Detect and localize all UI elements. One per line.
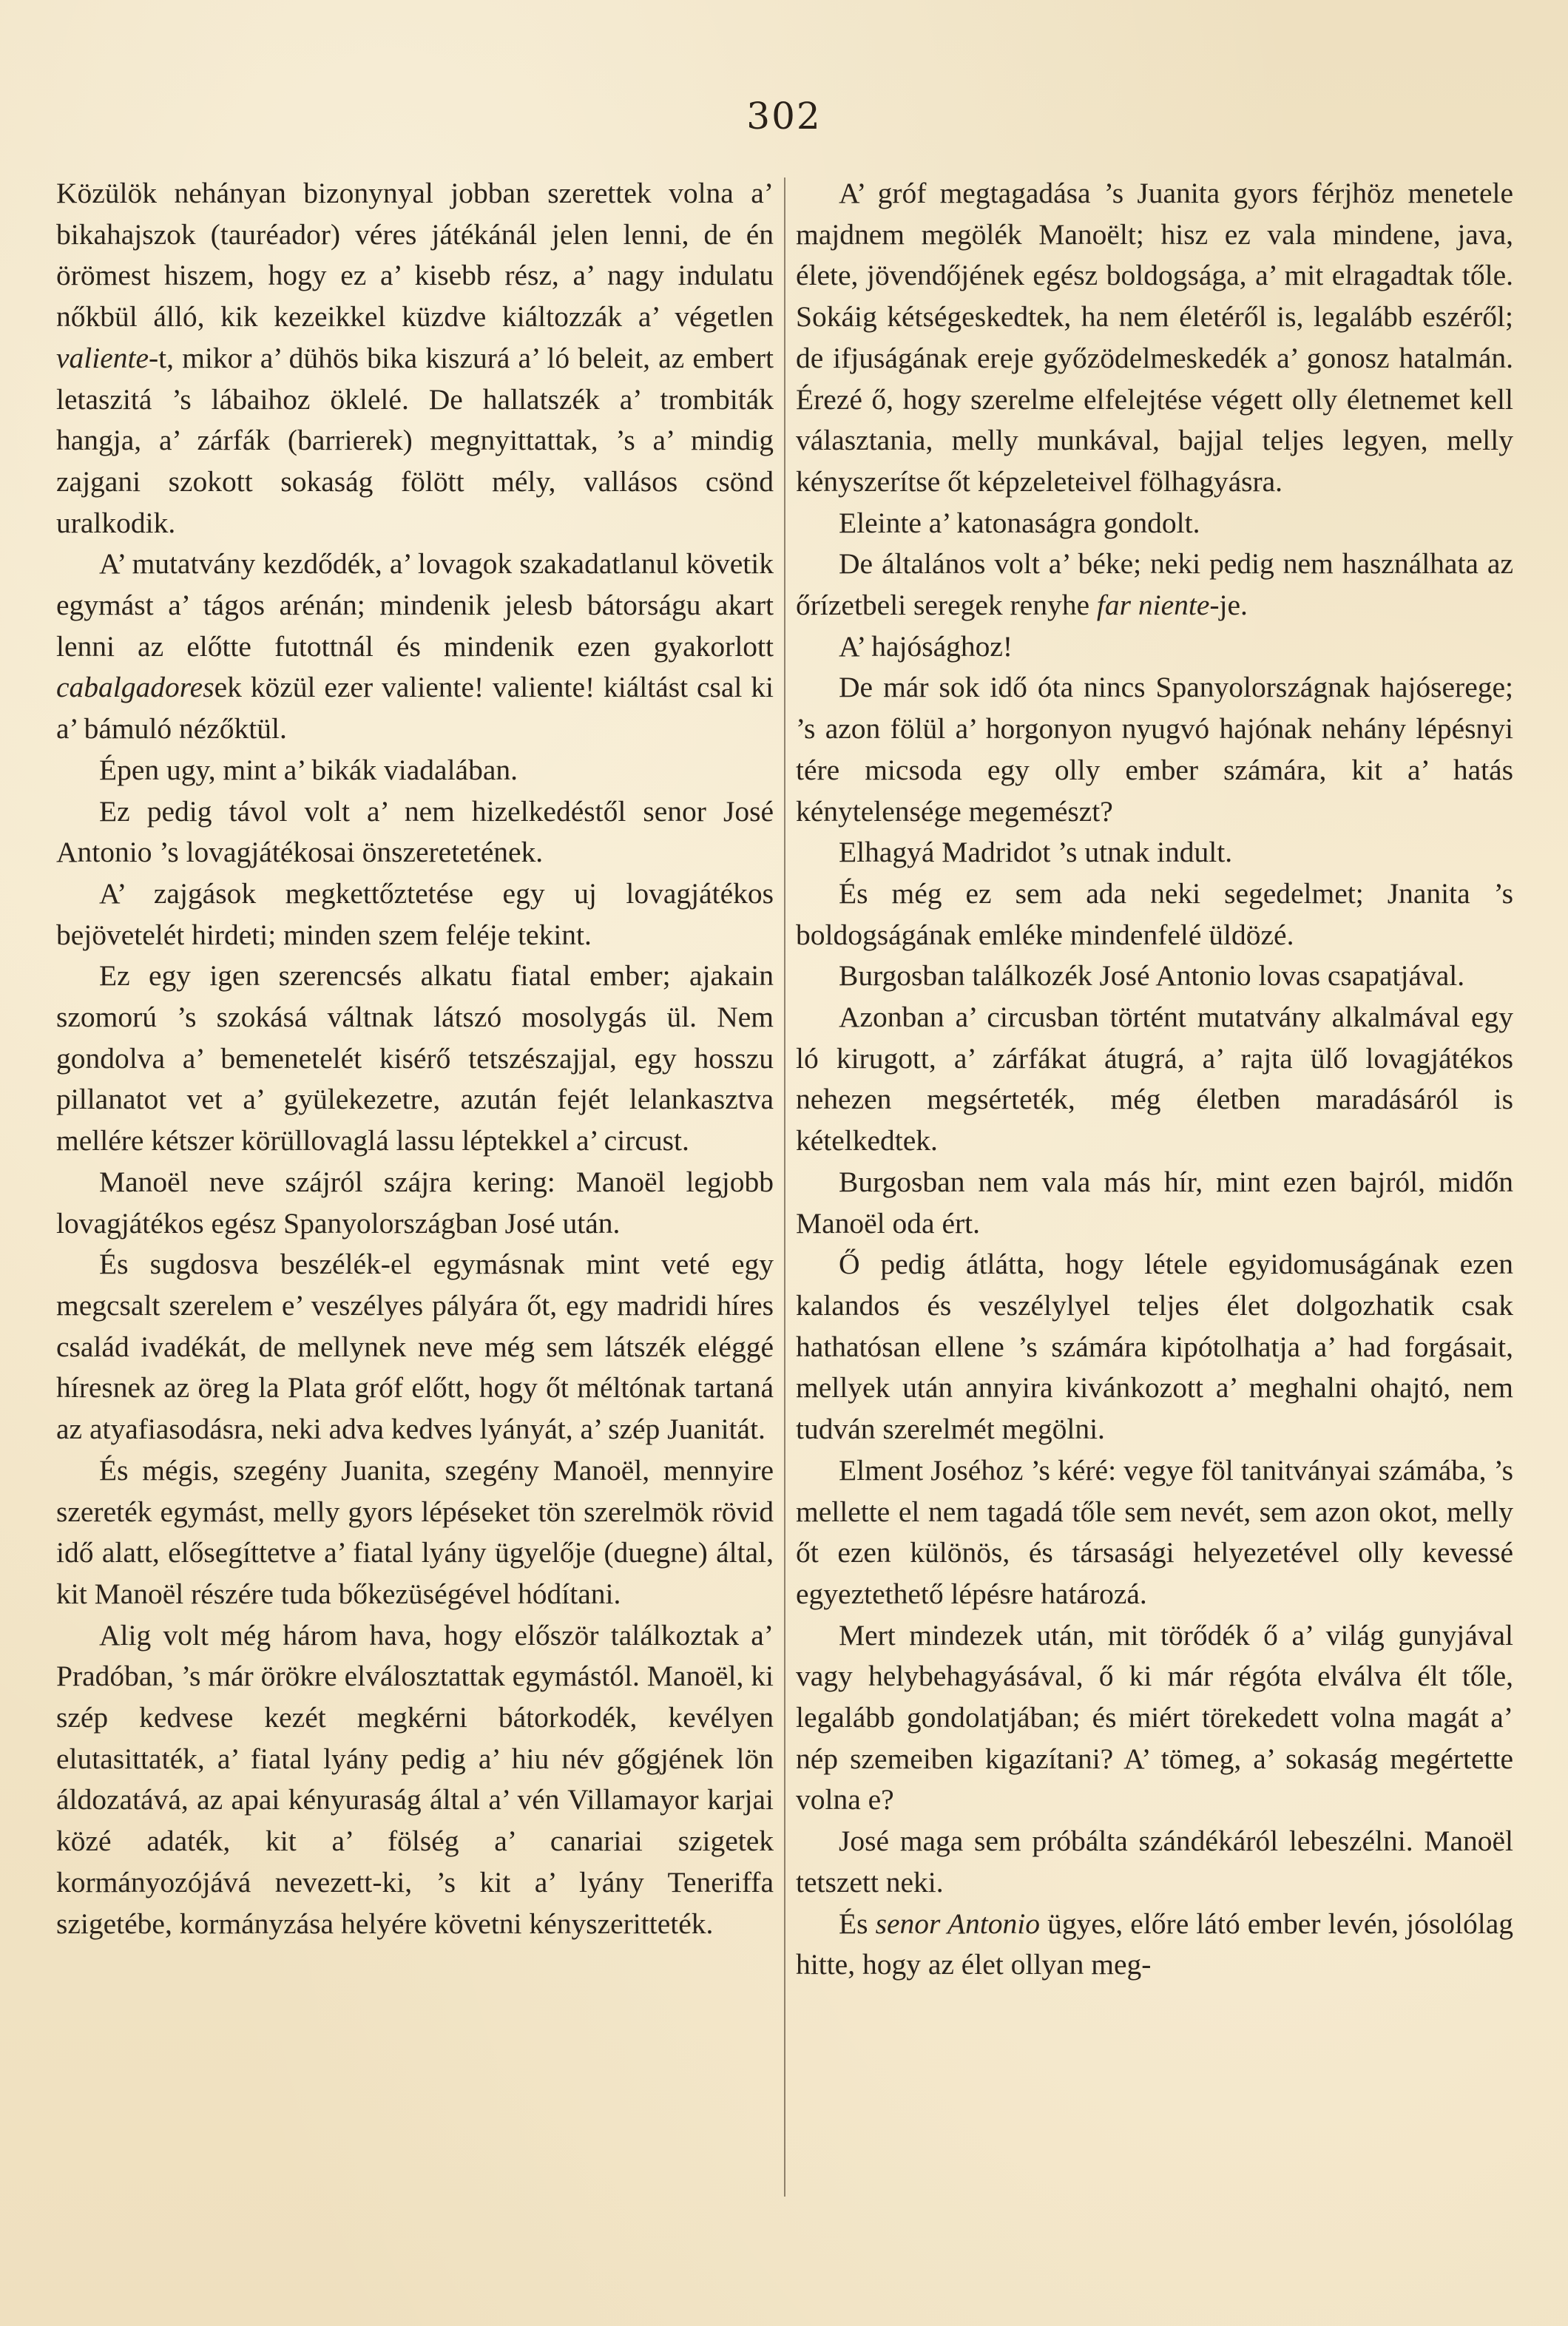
text-run: Elhagyá Madridot ’s utnak indult.	[839, 836, 1233, 869]
text-run: A’ gróf megtagadása ’s Juanita gyors férjhöz menetele majdnem megölék Manoëlt; hisz ez vala mindene, java, élete, jövendőjének egész boldogsága, a’ mit elragadtak tőle. Sokáig kétségeskedtek, ha nem életéről is, legalább eszéről; de ifjuságának ereje győzödelmeskedék a’ gonosz hatalmán. Érezé ő, hogy szerelme elfelejtése végett olly életnemet kell választania, melly munkával, bajjal teljes legyen, melly kényszerítse őt képzeleteivel fölhagyásra.	[796, 177, 1513, 498]
text-run: És sugdosva beszélék-el egymásnak mint veté egy megcsalt szerelem e’ veszélyes pályára őt, egy madridi híres család ivadékát, de mellynek neve még sem látszék eléggé híresnek az öreg la Plata gróf előtt, hogy őt méltónak tartaná az atyafiasodásra, neki adva kedves lyányát, a’ szép Juanitát.	[56, 1248, 774, 1446]
paragraph	[56, 1162, 774, 1244]
text-run: És	[839, 1907, 876, 1940]
text-run: De már sok idő óta nincs Spanyolországnak hajóserege; ’s azon fölül a’ horgonyon nyugvó hajónak nehány lépésnyi tére micsoda egy olly ember számára, kit a’ hatás kénytelensége megemészt?	[796, 671, 1513, 828]
paragraph	[796, 1244, 1513, 1450]
italic-text: valiente	[56, 341, 149, 374]
text-run: Alig volt még három hava, hogy először találkoztak a’ Pradóban, ’s már örökre elválosztattak egymástól. Manoël, ki szép kedvese kezét megkérni bátorkodék, kevélyen elutasittaték, a’ fiatal lyány pedig a’ hiu név gőgjének lön áldozatává, az apai kényuraság által a’ vén Villamayor karjai közé adaték, kit a’ fölség a’ canariai szigetek kormányozójává nevezett-ki, ’s kit a’ lyány Teneriffa szigetébe, kormányzása helyére követni kényszeritteték.	[56, 1618, 774, 1940]
paragraph	[796, 997, 1513, 1162]
paragraph	[796, 503, 1513, 544]
italic-text: far niente	[1096, 589, 1210, 622]
text-run: -t, mikor a’ dühös bika kiszurá a’ ló beleit, az embert letaszitá ’s lábaihoz öklelé. De hallatszék a’ trombiták hangja, a’ zárfák (barrierek) megnyittattak, ’s a’ mindig zajgani szokott sokaság fölött mély, vallásos csönd uralkodik.	[56, 341, 774, 539]
paragraph	[56, 544, 774, 750]
text-run: Manoël neve szájról szájra kering: Manoël legjobb lovagjátékos egész Spanyolországban José után.	[56, 1165, 774, 1240]
paragraph	[56, 1615, 774, 1945]
paragraph	[796, 173, 1513, 503]
right-column	[796, 173, 1513, 1986]
text-run: A’ zajgások megkettőztetése egy uj lovagjátékos bejövetelét hirdeti; minden szem feléje tekint.	[56, 876, 774, 951]
paragraph	[56, 791, 774, 873]
paragraph	[796, 956, 1513, 997]
text-run: A’ mutatvány kezdődék, a’ lovagok szakadatlanul követik egymást a’ tágos arénán; mindenik jelesb bátorságu akart lenni az előtte futottnál és mindenik ezen gyakorlott	[56, 547, 774, 663]
text-run: -je.	[1209, 589, 1248, 622]
text-run: Ez pedig távol volt a’ nem hizelkedéstől senor José Antonio ’s lovagjátékosai önszeretetének.	[56, 794, 774, 869]
paragraph	[56, 750, 774, 791]
italic-text: senor Antonio	[875, 1907, 1040, 1940]
paragraph	[796, 626, 1513, 668]
column-divider	[784, 178, 785, 2197]
text-run: Épen ugy, mint a’ bikák viadalában.	[99, 753, 518, 786]
text-run: Közülök nehányan bizonynyal jobban szerettek volna a’ bikahajszok (tauréador) véres játékánál jelen lenni, de én örömest hiszem, hogy ez a’ kisebb rész, a’ nagy indulatu nőkbül álló, kik kezeikkel küzdve kiáltozzák a’ végetlen	[56, 177, 774, 334]
paragraph	[796, 1904, 1513, 1986]
paragraph	[56, 956, 774, 1162]
text-run: De általános volt a’ béke; neki pedig nem használhata az őrízetbeli seregek renyhe	[796, 547, 1513, 622]
text-run: És még ez sem ada neki segedelmet; Jnanita ’s boldogságának emléke mindenfelé üldözé.	[796, 876, 1513, 951]
text-run: ek közül ezer valiente! valiente! kiáltást csal ki a’ bámuló nézőktül.	[56, 671, 774, 746]
text-run: Ez egy igen szerencsés alkatu fiatal ember; ajakain szomorú ’s szokásá váltnak látszó mosolygás ül. Nem gondolva a’ bemenetelét kisérő tetszészajjal, egy hosszu pillanatot vet a’ gyülekezetre, azután fejét lelankasztva mellére kétszer körüllovaglá lassu léptekkel a’ circust.	[56, 959, 774, 1157]
text-run: A’ hajósághoz!	[839, 629, 1013, 663]
text-run: José maga sem próbálta szándékáról lebeszélni. Manoël tetszett neki.	[796, 1825, 1513, 1899]
text-run: Elment Joséhoz ’s kéré: vegye föl tanitványai számába, ’s mellette el nem tagadá tőle sem nevét, sem azon okot, melly őt ezen különös, és társasági helyezetével olly kevessé egyeztethető lépésre határozá.	[796, 1453, 1513, 1610]
paragraph	[56, 173, 774, 544]
left-column	[56, 173, 774, 1944]
text-run: Burgosban találkozék José Antonio lovas csapatjával.	[839, 959, 1465, 993]
text-run: Burgosban nem vala más hír, mint ezen bajról, midőn Manoël oda ért.	[796, 1165, 1513, 1240]
paragraph	[796, 667, 1513, 832]
paragraph	[796, 544, 1513, 626]
paragraph	[796, 1615, 1513, 1822]
text-run: Azonban a’ circusban történt mutatvány alkalmával egy ló kirugott, a’ zárfákat átugrá, a’ rajta ülő lovagjátékos nehezen megsérteték, még életben maradásáról is kételkedtek.	[796, 1001, 1513, 1157]
paragraph	[796, 873, 1513, 956]
italic-text: cabalgadores	[56, 671, 214, 704]
paragraph	[796, 832, 1513, 873]
text-run: Eleinte a’ katonaságra gondolt.	[839, 506, 1200, 539]
text-run: Mert mindezek után, mit törődék ő a’ világ gunyjával vagy helybehagyásával, ő ki már régóta elválva élt tőle, legalább gondolatjában; és miért törekedett volna magát a’ nép szemeiben kigazítani? A’ tömeg, a’ sokaság megértette volna e?	[796, 1618, 1513, 1816]
text-run: És mégis, szegény Juanita, szegény Manoël, mennyire szereték egymást, melly gyors lépéseket tön szerelmök rövid idő alatt, elősegíttetve a’ fiatal lyány ügyelője (duegne) által, kit Manoël részére tuda bőkezüségével hódítani.	[56, 1453, 774, 1610]
text-run: ügyes, előre látó ember levén, jósolólag hitte, hogy az élet ollyan meg-	[796, 1907, 1514, 1981]
text-run: Ő pedig átlátta, hogy létele egyidomuságának ezen kalandos és veszélylyel teljes élet dolgozhatik csak hathatósan ellene ’s számára kipótolhatja a’ had forgásait, mellyek után annyira kivánkozott a’ meghalni ohajtó, nem tudván szerelmét megölni.	[796, 1248, 1513, 1446]
paragraph	[796, 1162, 1513, 1244]
paragraph	[56, 873, 774, 956]
page-number: 302	[746, 95, 822, 138]
paragraph	[56, 1244, 774, 1450]
paragraph	[796, 1450, 1513, 1615]
paragraph	[796, 1821, 1513, 1903]
paragraph	[56, 1450, 774, 1615]
